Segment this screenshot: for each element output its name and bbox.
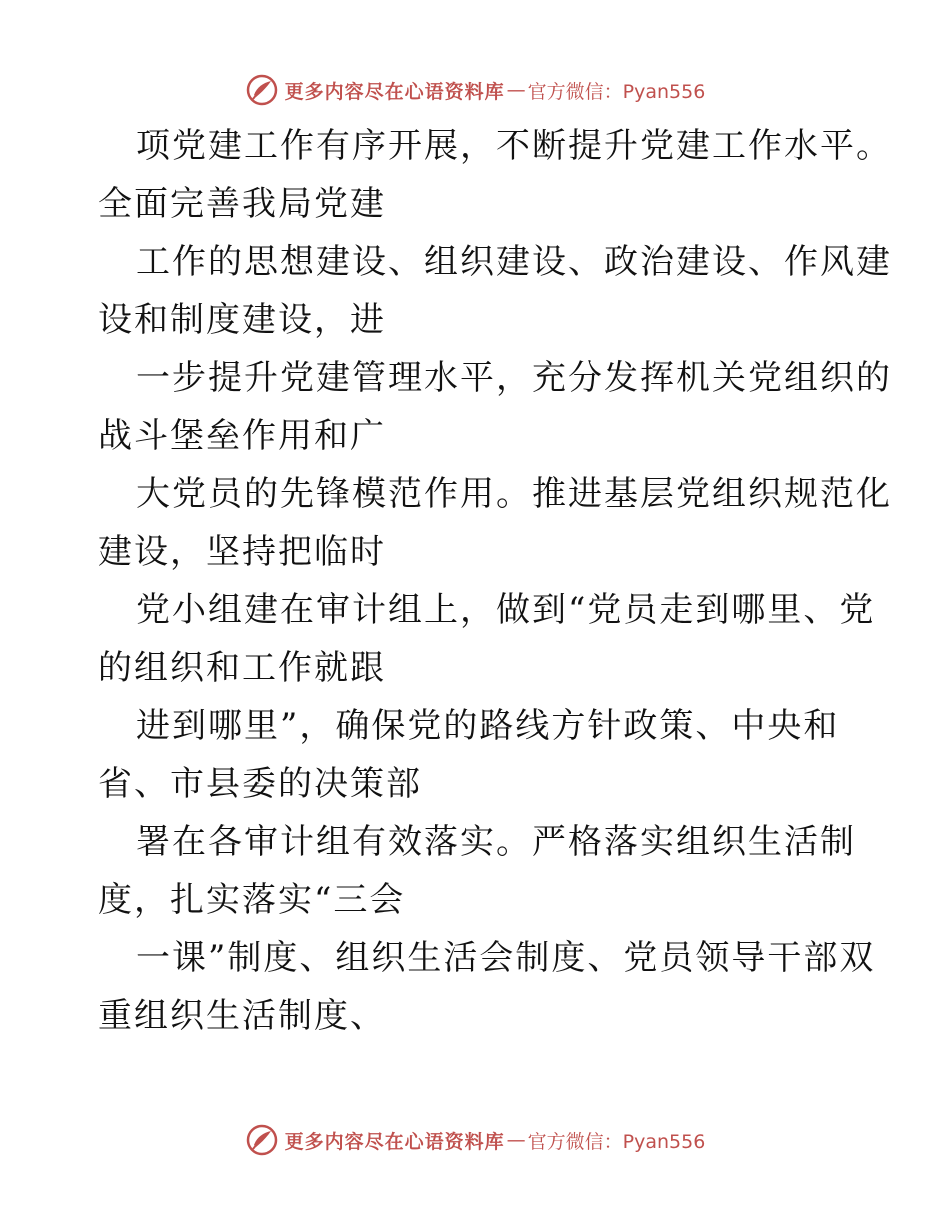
text-line: 党小组建在审计组上，做到“党员走到哪里、党 [136, 590, 876, 630]
watermark-wechat: 官方微信：Pyan556 [527, 1130, 706, 1153]
watermark-separator: — [506, 79, 526, 101]
text-line: 工作的思想建设、组织建设、政治建设、作风建 [136, 242, 892, 282]
watermark-wechat: 官方微信：Pyan556 [527, 80, 706, 103]
text-line: 进到哪里”，确保党的路线方针政策、中央和 [136, 706, 840, 746]
text-line: 一步提升党建管理水平，充分发挥机关党组织的 [136, 358, 892, 398]
footer-watermark [0, 1120, 950, 1160]
pen-logo-icon [245, 73, 279, 107]
text-line: 的组织和工作就跟 [98, 648, 386, 688]
text-line: 重组织生活制度、 [98, 996, 386, 1036]
text-line: 项党建工作有序开展，不断提升党建工作水平。 [136, 126, 892, 166]
text-line: 省、市县委的决策部 [98, 764, 422, 804]
text-line: 署在各审计组有效落实。严格落实组织生活制 [136, 822, 856, 862]
watermark-text: 更多内容尽在心语资料库 [284, 80, 505, 103]
pen-logo-icon [245, 1123, 279, 1157]
text-line: 一课”制度、组织生活会制度、党员领导干部双 [136, 938, 876, 978]
text-line: 建设，坚持把临时 [98, 532, 386, 572]
text-line: 全面完善我局党建 [98, 184, 386, 224]
watermark-text: 更多内容尽在心语资料库 [284, 1130, 505, 1153]
header-watermark [0, 70, 950, 110]
text-line: 度，扎实落实“三会 [98, 880, 406, 920]
document-body [98, 117, 892, 1045]
text-line: 战斗堡垒作用和广 [98, 416, 386, 456]
text-line: 大党员的先锋模范作用。推进基层党组织规范化 [136, 474, 892, 514]
watermark-separator: — [506, 1129, 526, 1151]
text-line: 设和制度建设，进 [98, 300, 386, 340]
